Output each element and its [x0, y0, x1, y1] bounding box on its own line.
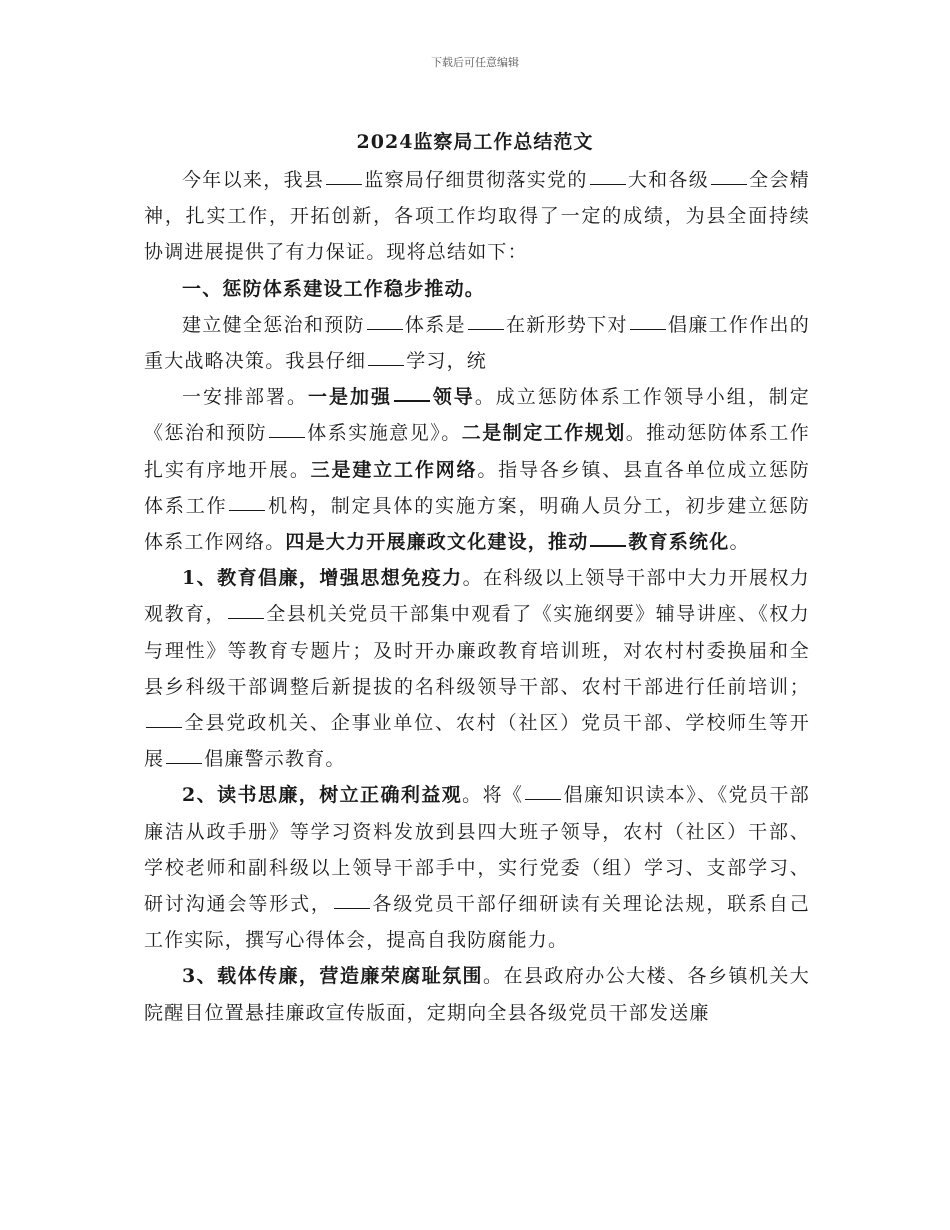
body-paragraph: [144, 307, 810, 379]
fill-in-blank: [630, 328, 666, 330]
fill-in-blank: [166, 762, 202, 764]
fill-in-blank: [334, 907, 370, 909]
bold-phrase: 四是大力开展廉政文化建设，推动: [285, 531, 589, 554]
body-paragraph: [144, 162, 810, 271]
fill-in-blank: [368, 364, 404, 366]
text-run: 一安排部署。: [182, 386, 308, 409]
text-run: 全县机关党员干部集中观看了《实施纲要》辅导讲座、《权力与理性》等教育专题片；及时开办廉政教育培训班，对农村村委换届和全县乡科级干部调整后新提拔的名科级领导干部、农村干部进行任前培训；: [144, 603, 810, 698]
document-title: 2024监察局工作总结范文: [356, 131, 594, 153]
text-run: 今年以来，我县: [182, 169, 325, 191]
text-run: 。成立惩防体系工作领导小组，制定《惩治和预防: [144, 386, 811, 445]
text-run: 一、惩防体系建设工作稳步推动。: [182, 277, 486, 300]
text-run: 建立健全惩治和预防: [182, 313, 365, 336]
text-run: 体系是: [404, 313, 466, 336]
text-run: 倡廉知识读本》、《党员干部廉洁从政手册》等学习资料发放到县四大班子领导，农村（社区）干部、学校老师和副科级以上领导干部手中，实行党委（组）学习、支部学习、研讨沟通会等形式，: [144, 784, 810, 916]
text-run: 。在科级以上领导干部中大力开展权力观教育，: [144, 567, 810, 626]
document-body: [144, 162, 810, 1031]
body-paragraph: [144, 379, 810, 560]
fill-in-blank: [590, 183, 626, 185]
fill-in-blank: [711, 183, 747, 185]
bold-phrase: 领导: [432, 386, 475, 409]
text-run: 。推动惩防体系工作扎实有序地开展。: [144, 422, 810, 481]
text-run: 。在县政府办公大楼、各乡镇机关大院醒目位置悬挂廉政宣传版面，定期向全县各级党员干部发送廉: [144, 965, 810, 1024]
text-run: 倡廉工作作出的重大战略决策。我县仔细: [144, 313, 810, 373]
text-run: 学习，统: [406, 350, 488, 373]
text-run: 大和各级: [627, 169, 710, 191]
fill-in-blank: [229, 509, 265, 511]
fill-in-blank: [326, 183, 362, 185]
text-run: 。: [729, 531, 750, 554]
bold-phrase: 教育系统化: [628, 531, 730, 554]
fill-in-blank: [269, 436, 305, 438]
bold-phrase: 2、读书思廉，树立正确利益观: [182, 784, 463, 807]
bold-phrase: 三是建立工作网络: [310, 458, 478, 481]
body-paragraph: [144, 560, 810, 777]
text-run: 在新形势下对: [505, 313, 628, 336]
text-run: 。指导各乡镇、县直各单位成立惩防体系工作: [144, 458, 810, 517]
fill-in-blank: [590, 544, 626, 547]
bold-phrase: 一是加强: [308, 386, 392, 409]
fill-in-blank: [394, 399, 430, 402]
text-run: 体系实施意见》。: [307, 422, 462, 445]
download-note: 下载后可任意编辑: [431, 56, 519, 69]
fill-in-blank: [146, 726, 182, 728]
bold-phrase: 3、载体传廉，营造廉荣腐耻氛围: [182, 965, 484, 988]
text-run: 全县党政机关、企事业单位、农村（社区）党员干部、学校师生等开展: [144, 712, 810, 771]
text-run: 。将《: [462, 784, 524, 807]
text-run: 机构，制定具体的实施方案，明确人员分工，初步建立惩防体系工作网络。: [144, 494, 810, 554]
section-heading: [144, 271, 810, 307]
fill-in-blank: [367, 328, 403, 330]
text-run: 监察局仔细贯彻落实党的: [364, 169, 588, 191]
body-paragraph: [144, 777, 810, 958]
fill-in-blank: [525, 798, 561, 800]
body-paragraph: [144, 958, 810, 1030]
text-run: 全会精神，扎实工作，开拓创新，各项工作均取得了一定的成绩，为县全面持续协调进展提供了有力保证。现将总结如下：: [144, 169, 810, 264]
fill-in-blank: [228, 617, 264, 619]
bold-phrase: 1、教育倡廉，增强思想免疫力: [182, 567, 463, 590]
text-run: 倡廉警示教育。: [204, 748, 346, 771]
fill-in-blank: [468, 328, 504, 330]
bold-phrase: 二是制定工作规划: [461, 422, 626, 445]
text-run: 各级党员干部仔细研读有关理论法规，联系自己工作实际，撰写心得体会，提高自我防腐能力。: [144, 893, 810, 952]
